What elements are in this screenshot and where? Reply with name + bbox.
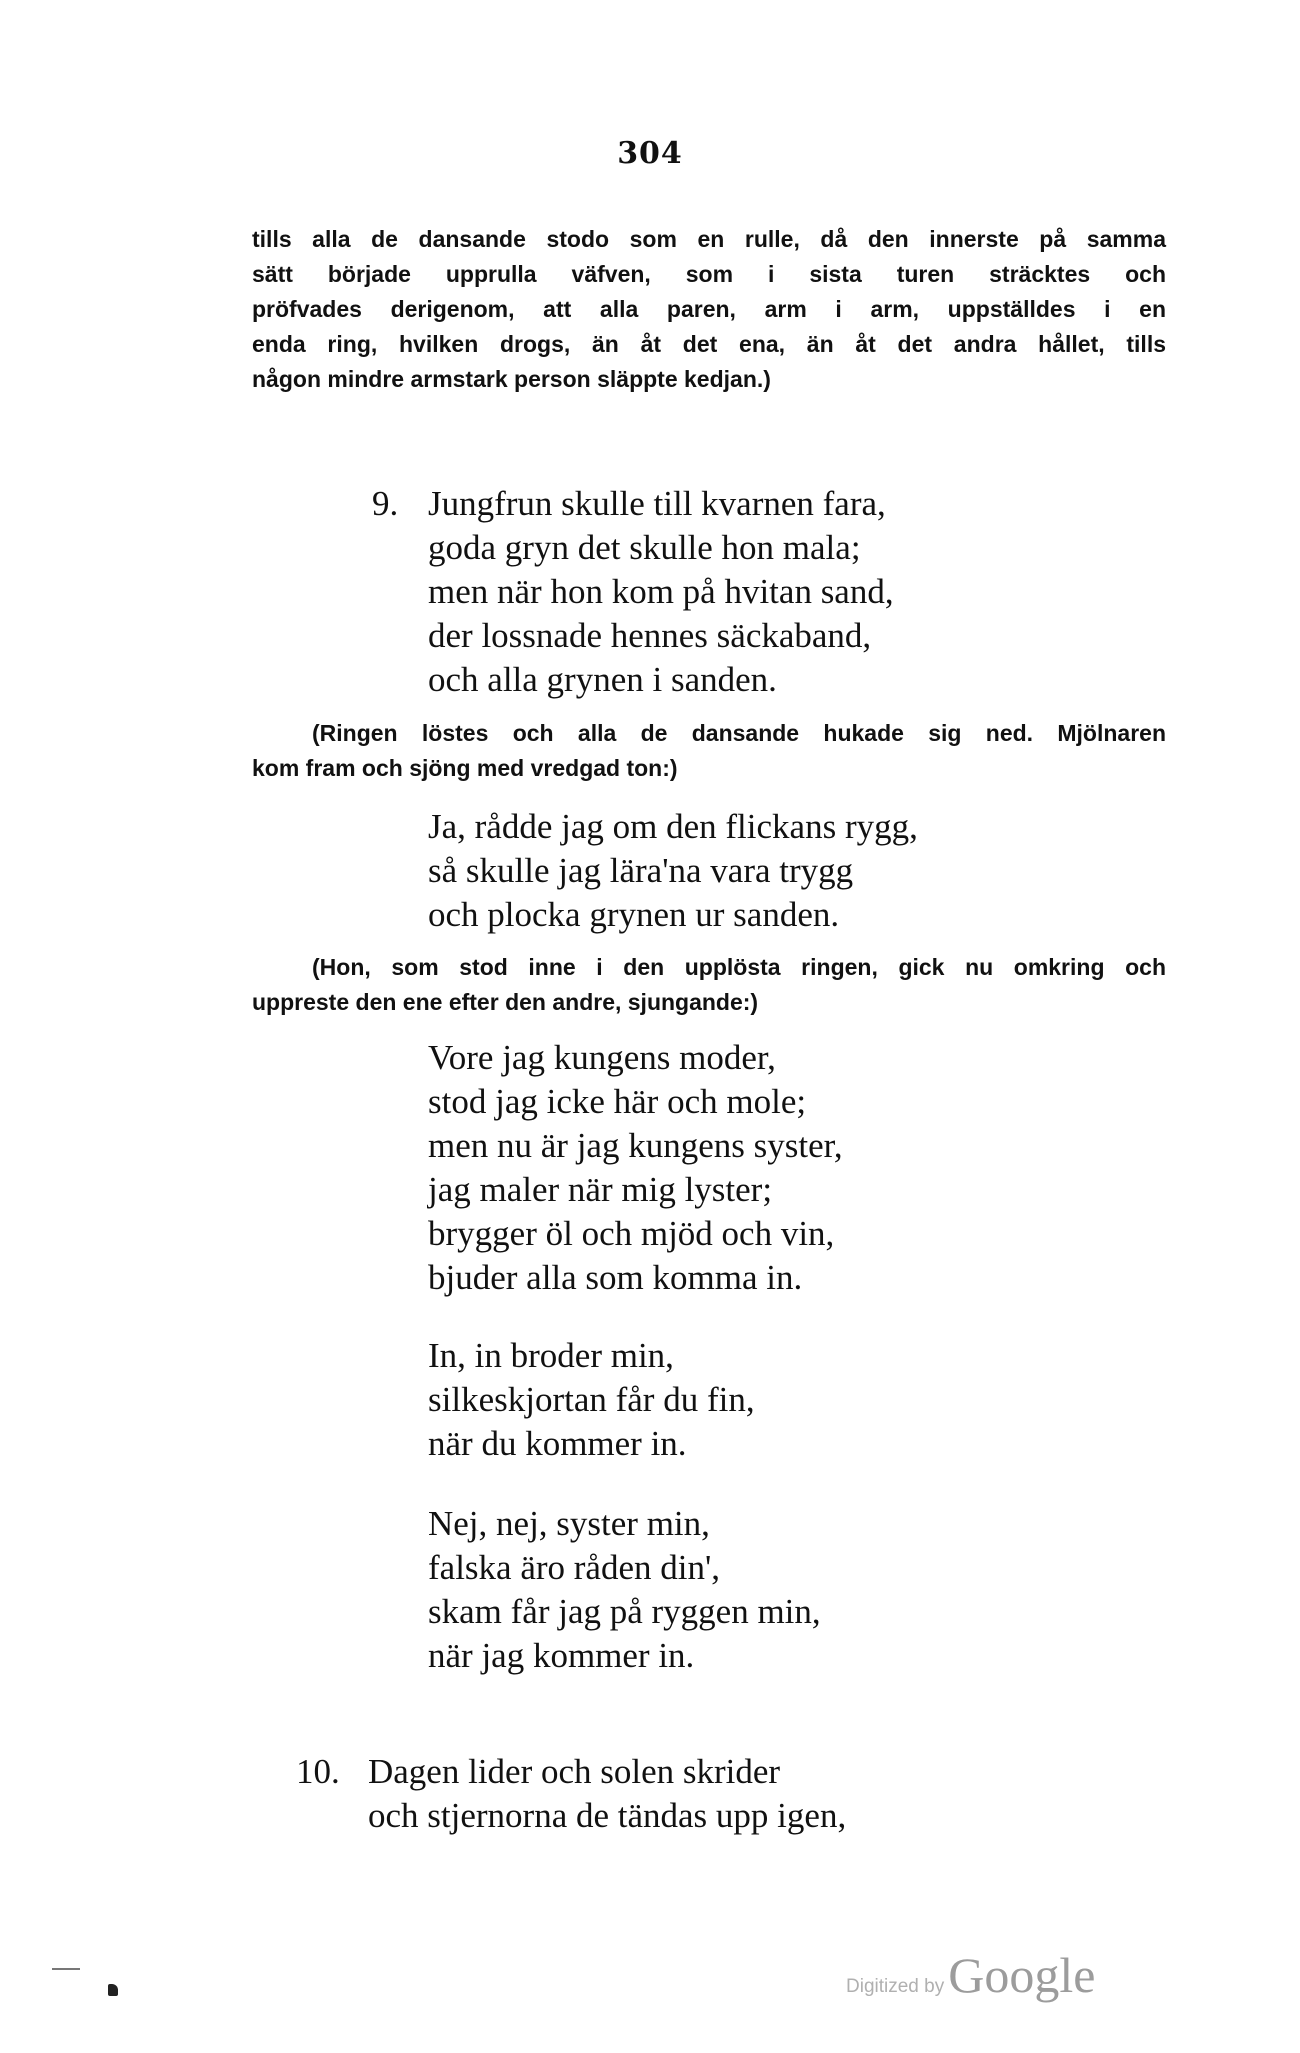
verse-line: stod jag icke här och mole; bbox=[428, 1082, 807, 1121]
verse-line: när jag kommer in. bbox=[428, 1636, 695, 1675]
prose-line: tills alla de dansande stodo som en rulle, då den innerste på samma bbox=[252, 226, 1166, 252]
verse-line: när du kommer in. bbox=[428, 1424, 687, 1463]
verse-line: Jungfrun skulle till kvarnen fara, bbox=[428, 484, 886, 523]
verse-line: Dagen lider och solen skrider bbox=[368, 1752, 781, 1791]
verse-line: In, in broder min, bbox=[428, 1336, 674, 1375]
verse-line: men när hon kom på hvitan sand, bbox=[428, 572, 894, 611]
stanza-9 bbox=[428, 482, 894, 702]
verse-line: men nu är jag kungens syster, bbox=[428, 1126, 843, 1165]
stray-corner-mark bbox=[108, 1984, 118, 1996]
page-number: 304 bbox=[617, 136, 683, 171]
prose-line: pröfvades derigenom, att alla paren, arm i arm, uppställdes i en bbox=[252, 296, 1166, 322]
verse-line: Ja, rådde jag om den flickans rygg, bbox=[428, 807, 918, 846]
stanza-brother bbox=[428, 1334, 755, 1466]
verse-line: så skulle jag lära'na vara trygg bbox=[428, 851, 854, 890]
stanza-sister bbox=[428, 1036, 843, 1300]
verse-line: jag maler när mig lyster; bbox=[428, 1170, 773, 1209]
verse-line: goda gryn det skulle hon mala; bbox=[428, 528, 861, 567]
verse-line: Vore jag kungens moder, bbox=[428, 1038, 776, 1077]
stanza-miller bbox=[428, 805, 918, 937]
watermark-prefix: Digitized by bbox=[846, 1976, 945, 1997]
prose-line: kom fram och sjöng med vredgad ton:) bbox=[252, 755, 678, 781]
prose-line: (Ringen löstes och alla de dansande hukade sig ned. Mjölnaren bbox=[312, 720, 1166, 746]
prose-paragraph-1 bbox=[252, 222, 1166, 397]
verse-line: Nej, nej, syster min, bbox=[428, 1504, 710, 1543]
verse-line: brygger öl och mjöd och vin, bbox=[428, 1214, 835, 1253]
stage-direction-2 bbox=[252, 950, 1166, 1020]
prose-line: någon mindre armstark person släppte kedjan.) bbox=[252, 366, 771, 392]
verse-line: der lossnade hennes säckaband, bbox=[428, 616, 872, 655]
verse-line: bjuder alla som komma in. bbox=[428, 1258, 803, 1297]
prose-line: (Hon, som stod inne i den upplösta ringen, gick nu omkring och bbox=[312, 954, 1166, 980]
verse-line: och alla grynen i sanden. bbox=[428, 660, 777, 699]
google-logo: Google bbox=[948, 1947, 1096, 2003]
prose-line: uppreste den ene efter den andre, sjungande:) bbox=[252, 989, 759, 1015]
prose-line: sätt började upprulla väfven, som i sista turen sträcktes och bbox=[252, 261, 1166, 287]
stanza-number-9: 9. bbox=[372, 484, 399, 523]
stanza-number-10: 10. bbox=[296, 1752, 340, 1791]
stanza-refusal bbox=[428, 1502, 821, 1678]
stage-direction-1 bbox=[252, 716, 1166, 786]
verse-line: skam får jag på ryggen min, bbox=[428, 1592, 821, 1631]
stanza-10 bbox=[368, 1750, 846, 1838]
verse-line: och stjernorna de tändas upp igen, bbox=[368, 1796, 847, 1835]
stray-dash-mark bbox=[52, 1968, 80, 1970]
digitized-watermark bbox=[846, 1946, 1095, 2004]
prose-line: enda ring, hvilken drogs, än åt det ena, än åt det andra hållet, tills bbox=[252, 331, 1166, 357]
verse-line: silkeskjortan får du fin, bbox=[428, 1380, 755, 1419]
verse-line: och plocka grynen ur sanden. bbox=[428, 895, 840, 934]
verse-line: falska äro råden din', bbox=[428, 1548, 721, 1587]
